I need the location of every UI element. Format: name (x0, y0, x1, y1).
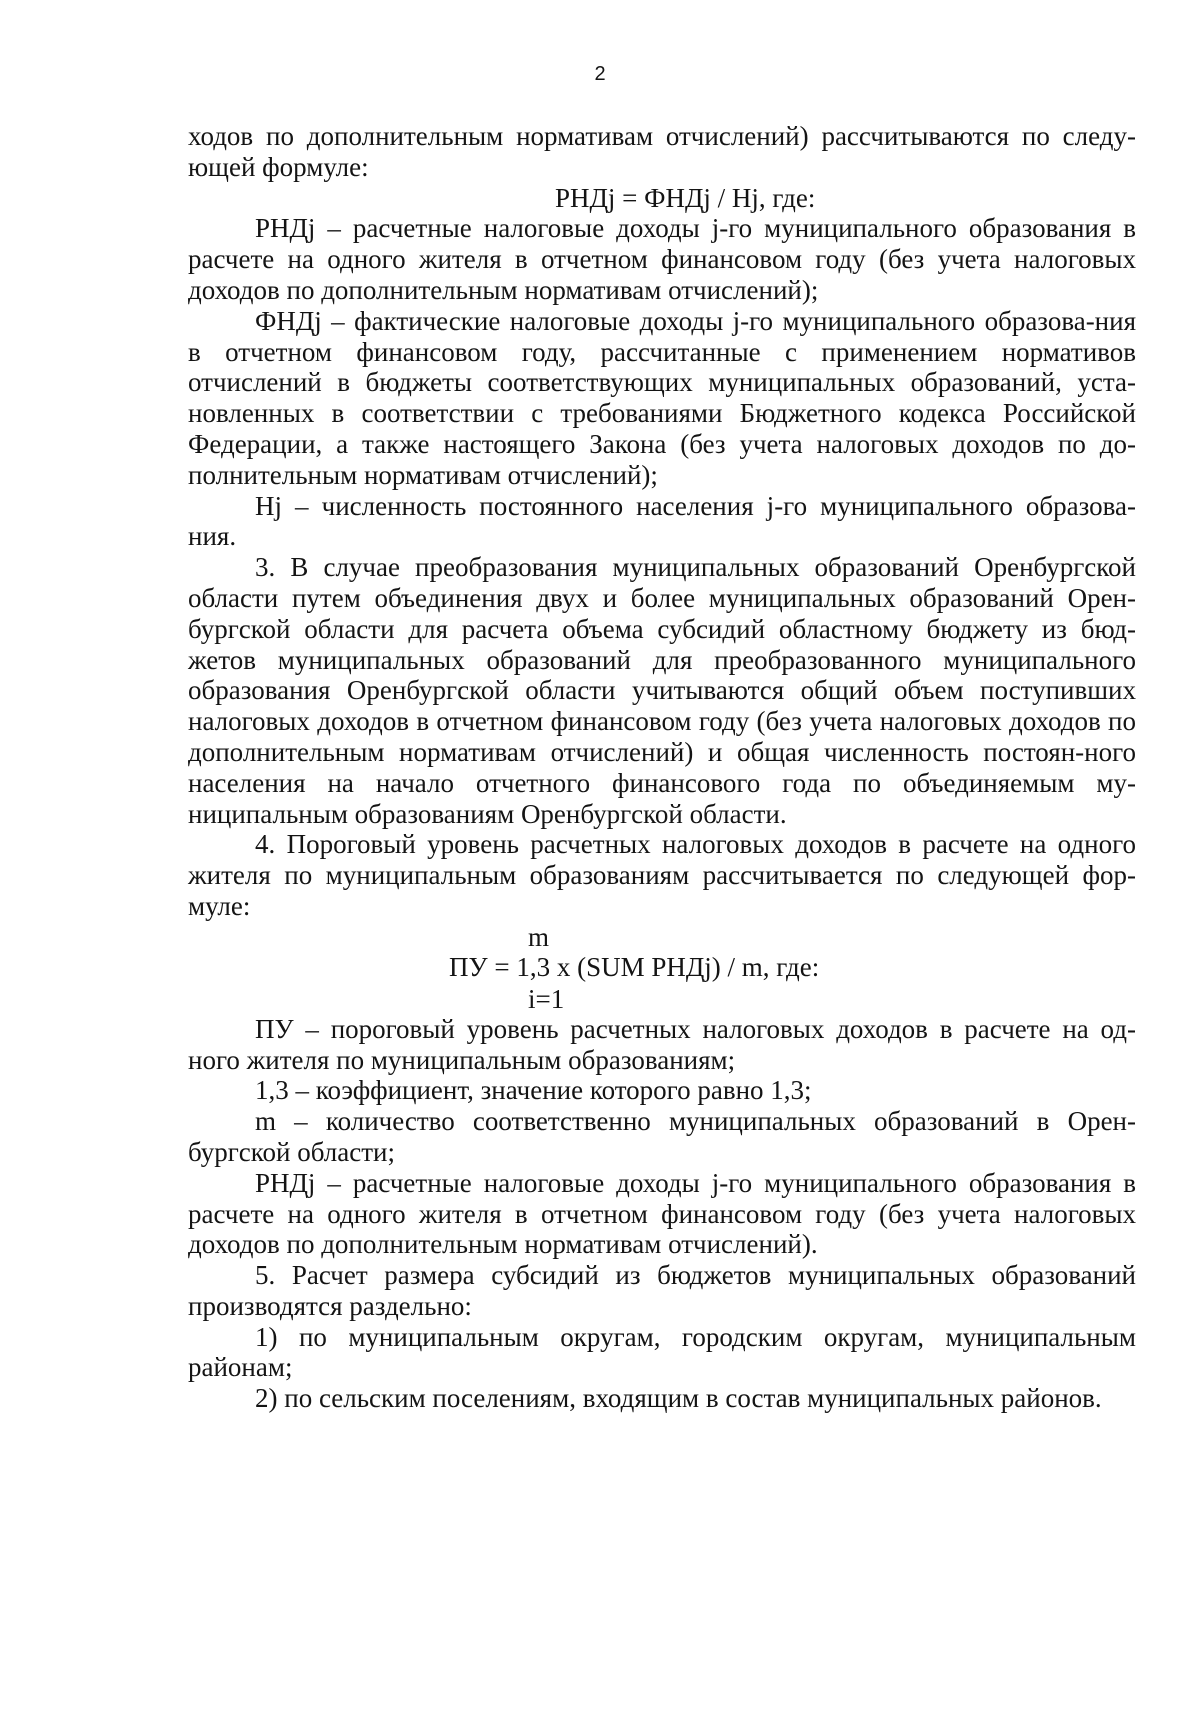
formula-sum-lower-limit: i=1 (528, 983, 565, 1014)
paragraph-item-4: 4. Пороговый уровень расчетных налоговых доходов в расчете на одного жителя по муниципальным образованиям рассчитывается по следующей фор-муле: (188, 829, 1136, 921)
document-body (188, 121, 1136, 1414)
paragraph-formula-intro: ходов по дополнительным нормативам отчислений) рассчитываются по следу-ющей формуле: (188, 121, 1136, 182)
paragraph-fndj-definition: ФНДj – фактические налоговые доходы j-го муниципального образова-ния в отчетном финансовом году, рассчитанные с применением нормативов отчислений в бюджеты соответствующих муниципальных образований, уста-новленных в соответствии с требованиями Бюджетного кодекса Российской Федерации, а также настоящего Закона (без учета налоговых доходов по до-полнительным нормативам отчислений); (188, 305, 1136, 490)
formula-rndj: РНДj = ФНДj / Нj, где: (555, 182, 816, 213)
paragraph-subitem-2: 2) по сельским поселениям, входящим в состав муниципальных районов. (255, 1383, 1102, 1414)
paragraph-item-3: 3. В случае преобразования муниципальных образований Оренбургской области путем объединения двух и более муниципальных образований Орен-бургской области для расчета объема субсидий областному бюджету из бюд-жетов муниципальных образований для преобразованного муниципального образования Оренбургской области учитываются общий объем поступивших налоговых доходов в отчетном финансовом году (без учета налоговых доходов по дополнительным нормативам отчислений) и общая численность постоян-ного населения на начало отчетного финансового года по объединяемым му-ниципальным образованиям Оренбургской области. (188, 552, 1136, 829)
formula-threshold-expression: ПУ = 1,3 x (SUM РНДj) / m, где: (449, 951, 820, 982)
paragraph-nj-definition: Нj – численность постоянного населения j-го муниципального образова-ния. (188, 490, 1136, 552)
paragraph-coefficient-definition: 1,3 – коэффициент, значение которого равно 1,3; (255, 1075, 812, 1106)
paragraph-pu-definition: ПУ – пороговый уровень расчетных налоговых доходов в расчете на од-ного жителя по муниципальным образованиям; (188, 1013, 1136, 1075)
formula-sum-upper-limit: m (528, 921, 550, 952)
paragraph-m-definition: m – количество соответственно муниципальных образований в Орен-бургской области; (188, 1106, 1136, 1167)
paragraph-subitem-1: 1) по муниципальным округам, городским округам, муниципальным районам; (188, 1321, 1136, 1383)
paragraph-rndj-definition: РНДj – расчетные налоговые доходы j-го муниципального образования в расчете на одного жителя в отчетном финансовом году (без учета налоговых доходов по дополнительным нормативам отчислений); (188, 213, 1136, 305)
paragraph-rndj-definition-2: РНДj – расчетные налоговые доходы j-го муниципального образования в расчете на одного жителя в отчетном финансовом году (без учета налоговых доходов по дополнительным нормативам отчислений). (188, 1167, 1136, 1260)
paragraph-item-5: 5. Расчет размера субсидий из бюджетов муниципальных образований производятся раздельно: (188, 1260, 1136, 1321)
formula-threshold-level (188, 922, 1136, 1014)
page-number: 2 (594, 63, 606, 85)
